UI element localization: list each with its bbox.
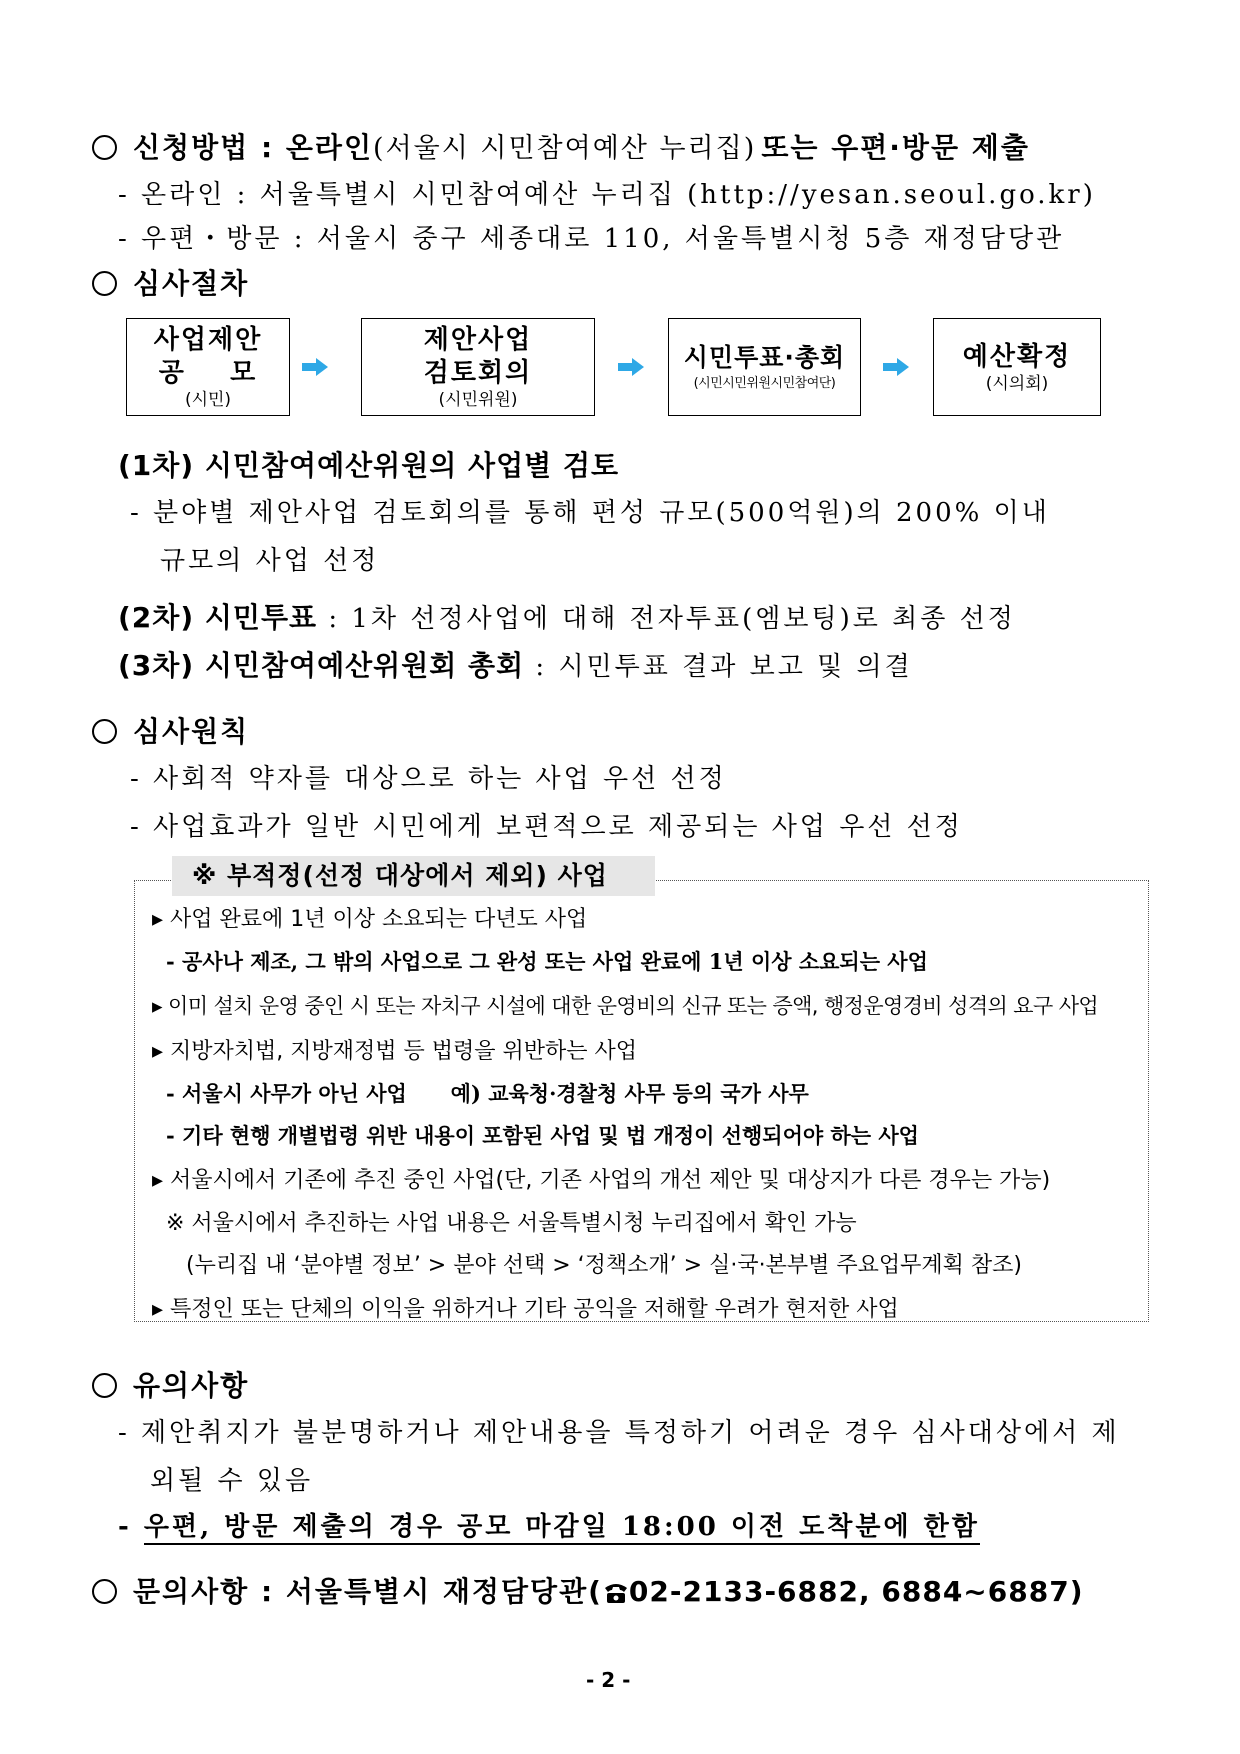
notice-item: ▸ 이미 설치 운영 중인 시 또는 자치구 시설에 대한 운영비의 신규 또는 증액, 행정운영경비 성격의 요구 사업 [152, 994, 1099, 1018]
round3: (3차) 시민참여예산위원회 총회 : 시민투표 결과 보고 및 의결 [118, 649, 913, 682]
arrow-right-icon [302, 358, 328, 376]
notice-item: ▸ 사업 완료에 1년 이상 소요되는 다년도 사업 [152, 907, 588, 932]
contact-heading: 문의사항 : 서울특별시 재정담당관( 02-2133-6882, 6884~6887) [92, 1570, 1084, 1610]
notice-sub-item: - 공사나 제조, 그 밖의 사업으로 그 완성 또는 사업 완료에 1년 이상 소요되는 사업 [166, 949, 928, 974]
page-number: - 2 - [586, 1668, 631, 1692]
round1-desc: - 분야별 제안사업 검토회의를 통해 편성 규모(500억원)의 200% 이내 [130, 498, 1050, 528]
method-mail: - 우편・방문 : 서울시 중구 세종대로 110, 서울특별시청 5층 재정담당관 [118, 224, 1065, 254]
notice-note: ※ 서울시에서 추진하는 사업 내용은 서울특별시청 누리집에서 확인 가능 [166, 1211, 857, 1236]
notice-item: ▸ 서울시에서 기존에 추진 중인 사업(단, 기존 사업의 개선 제안 및 대상지가 다른 경우는 가능) [152, 1168, 1051, 1193]
flow-step-review: 제안사업 검토회의 (시민위원) [361, 318, 595, 416]
principle-heading: 심사원칙 [92, 710, 249, 750]
principle-item: - 사업효과가 일반 시민에게 보편적으로 제공되는 사업 우선 선정 [130, 812, 963, 842]
flow-step-budget: 예산확정 (시의회) [933, 318, 1101, 416]
notice-item: ▸ 지방자치법, 지방재정법 등 법령을 위반하는 사업 [152, 1039, 638, 1064]
round1-desc-cont: 규모의 사업 선정 [160, 546, 380, 576]
circle-bullet-icon [92, 271, 117, 296]
notice-sub-item: - 기타 현행 개별법령 위반 내용이 포함된 사업 및 법 개정이 선행되어야 하는 사업 [166, 1123, 919, 1148]
notice-sub-item: - 서울시 사무가 아닌 사업 예) 교육청·경찰청 사무 등의 국가 사무 [166, 1081, 809, 1106]
round2: (2차) 시민투표 : 1차 선정사업에 대해 전자투표(엠보팅)로 최종 선정 [118, 601, 1016, 634]
arrow-right-icon [883, 358, 909, 376]
process-heading: 심사절차 [92, 262, 249, 302]
circle-bullet-icon [92, 719, 117, 744]
caution-deadline: - 우편, 방문 제출의 경우 공모 마감일 18:00 이전 도착분에 한함 [118, 1506, 980, 1543]
phone-icon [603, 1582, 629, 1604]
round1-title: (1차) 시민참여예산위원의 사업별 검토 [118, 449, 620, 482]
caution-heading: 유의사항 [92, 1364, 249, 1404]
caution-line-cont: 외될 수 있음 [150, 1466, 314, 1496]
caution-line: - 제안취지가 불분명하거나 제안내용을 특정하기 어려운 경우 심사대상에서 제 [118, 1418, 1120, 1448]
notice-item: ▸ 특정인 또는 단체의 이익을 위하거나 기타 공익을 저해할 우려가 현저한 사업 [152, 1297, 899, 1322]
arrow-right-icon [618, 358, 644, 376]
circle-bullet-icon [92, 135, 117, 160]
flow-step-vote: 시민투표·총회 (시민시민위원시민참여단) [668, 318, 861, 416]
circle-bullet-icon [92, 1579, 117, 1604]
principle-item: - 사회적 약자를 대상으로 하는 사업 우선 선정 [130, 764, 727, 794]
circle-bullet-icon [92, 1373, 117, 1398]
method-online: - 온라인 : 서울특별시 시민참여예산 누리집 (http://yesan.seoul.go.kr) [118, 180, 1096, 210]
method-heading: 신청방법 : 온라인(서울시 시민참여예산 누리집) 또는 우편·방문 제출 [92, 126, 1030, 166]
exclusion-notice-title: ※ 부적정(선정 대상에서 제외) 사업 [172, 856, 655, 896]
flow-step-proposal: 사업제안 공 모 (시민) [126, 318, 290, 416]
notice-note: (누리집 내 ‘분야별 정보’ > 분야 선택 > ‘정책소개’ > 실·국·본부별 주요업무계획 참조) [186, 1253, 1022, 1278]
